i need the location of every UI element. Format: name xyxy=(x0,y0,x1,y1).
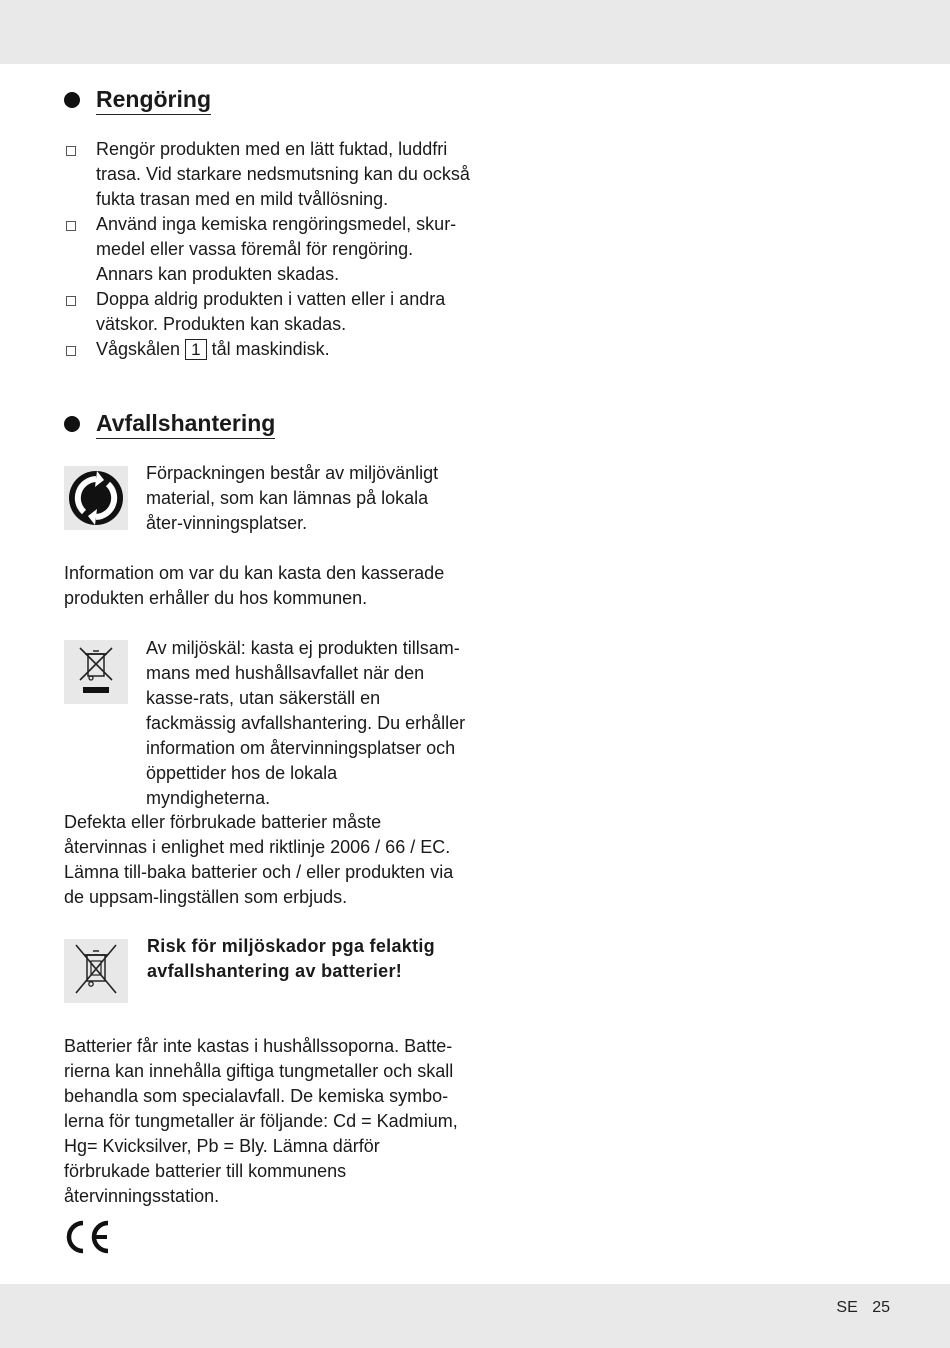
heading-bullet-icon xyxy=(64,92,80,108)
cleaning-list xyxy=(64,137,474,362)
disposal-heading xyxy=(64,408,275,439)
list-item xyxy=(64,337,474,362)
list-item xyxy=(64,287,474,337)
list-item-text-after: tål maskindisk. xyxy=(211,339,330,359)
page-number: 25 xyxy=(872,1299,890,1316)
list-item-text-before: Vågskålen xyxy=(96,339,181,359)
ce-mark-icon xyxy=(64,1219,112,1260)
checkbox-bullet-icon xyxy=(66,221,76,231)
crossed-out-wheelie-bin-icon xyxy=(64,640,128,704)
footer-language-code: SE xyxy=(836,1299,858,1316)
green-dot-recycling-icon xyxy=(64,466,128,530)
list-item-text: Rengör produkten med en lätt fuktad, luddfri trasa. Vid starkare nedsmutsning kan du också fukta trasan med en mild tvållösning. xyxy=(96,139,470,209)
disposal-title: Avfallshantering xyxy=(96,408,275,439)
checkbox-bullet-icon xyxy=(66,296,76,306)
list-item xyxy=(64,212,474,287)
cleaning-heading xyxy=(64,84,211,115)
bottom-margin-band xyxy=(0,1284,950,1348)
heading-bullet-icon xyxy=(64,416,80,432)
part-reference-badge: 1 xyxy=(185,339,206,360)
list-item xyxy=(64,137,474,212)
weee-text: Av miljöskäl: kasta ej produkten tillsam-mans med hushållsavfallet när den kasse-rats, utan säkerställ en fackmässig avfallshantering. Du erhåller information om återvinningsplatser och öppettider hos de lokala myndigheterna. xyxy=(146,638,466,808)
list-item-text: Doppa aldrig produkten i vatten eller i andra vätskor. Produkten kan skadas. xyxy=(96,289,446,334)
top-margin-band xyxy=(0,0,950,64)
checkbox-bullet-icon xyxy=(66,346,76,356)
cleaning-title: Rengöring xyxy=(96,84,211,115)
info-text: Information om var du kan kasta den kasserade produkten erhåller du hos kommunen. xyxy=(64,563,445,608)
page-footer xyxy=(836,1299,890,1317)
battery-warning-text: Risk för miljöskador pga felaktig avfallshantering av batterier! xyxy=(147,936,435,981)
battery-directive-text: Defekta eller förbrukade batterier måste återvinnas i enlighet med riktlinje 2006 / 66 / EC. Lämna till-baka batterier och / eller produkten via de uppsam-lingställen som erbjuds. xyxy=(64,812,454,907)
checkbox-bullet-icon xyxy=(66,146,76,156)
crossed-out-battery-bin-icon xyxy=(64,939,128,1003)
packaging-text: Förpackningen består av miljövänligt material, som kan lämnas på lokala åter-vinningsplatser. xyxy=(146,463,439,533)
battery-text: Batterier får inte kastas i hushållssoporna. Batte-rierna kan innehålla giftiga tungmetaller och skall behandla som specialavfall. De kemiska symbo-lerna för tungmetaller är följande: Cd = Kadmium, Hg= Kvicksilver, Pb = Bly. Lämna därför förbrukade batterier till kommunens återvinningsstation. xyxy=(64,1036,458,1206)
list-item-text: Använd inga kemiska rengöringsmedel, skur-medel eller vassa föremål för rengöring. Annars kan produkten skadas. xyxy=(96,214,457,284)
